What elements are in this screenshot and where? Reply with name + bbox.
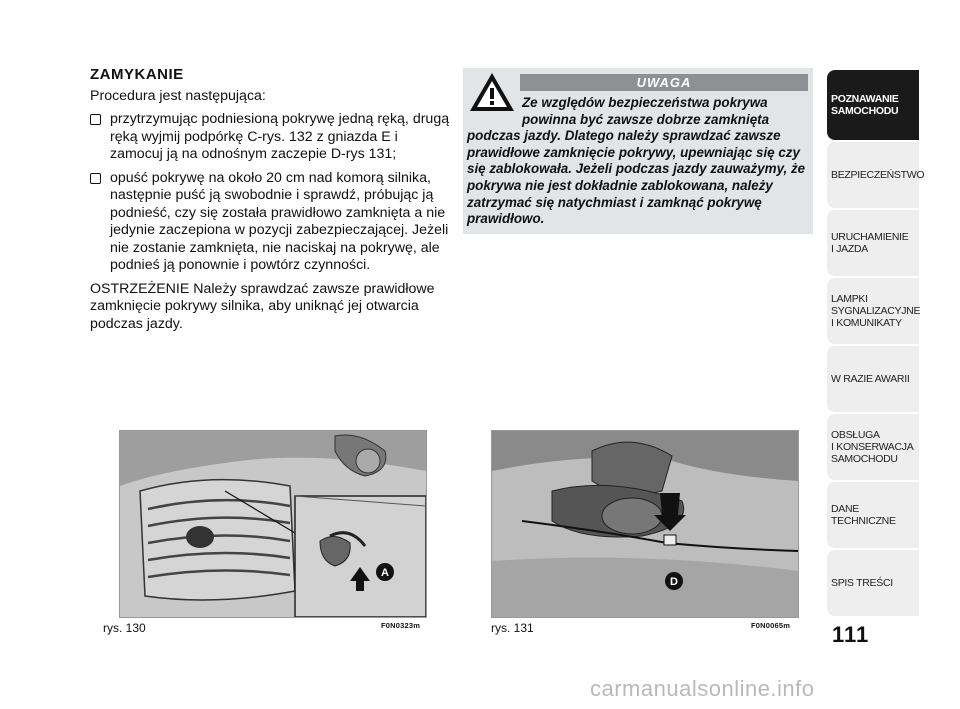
tab-label: POZNAWANIE SAMOCHODU	[831, 93, 899, 117]
tab-bezpieczenstwo[interactable]	[827, 142, 925, 208]
tab-label: URUCHAMIENIE I JAZDA	[831, 231, 909, 255]
tab-obsluga-i-konserwacja[interactable]	[827, 414, 919, 480]
figure-131-caption: rys. 131	[491, 621, 534, 635]
tab-label: SPIS TREŚCI	[831, 577, 893, 589]
warning-text-rest: podczas jazdy. Dlatego należy sprawdzać zawsze prawidłowe zamknięcie pokrywy, upewniając się czy się zablokowała. Jeżeli podczas jazdy zauważymy, że pokrywa nie jest dokładnie zablokowana, należy zatrzymać się natychmiast i zamknąć pokrywę prawidłowo.	[467, 128, 806, 227]
main-text	[90, 66, 450, 339]
callout-a: A	[381, 567, 389, 579]
figure-130-image	[119, 430, 427, 618]
bullet-text: przytrzymując podniesioną pokrywę jedną ręką, drugą ręką wyjmij podpórkę C-rys. 132 z gniazda E i zamocuj ją na odnośnym zaczepie D-rys 131;	[110, 111, 450, 162]
checkbox-bullet-icon	[90, 173, 101, 184]
tab-label: OBSŁUGA I KONSERWACJA SAMOCHODU	[831, 429, 914, 465]
warning-title: UWAGA	[520, 74, 808, 91]
checkbox-bullet-icon	[90, 114, 101, 125]
bullet-item	[90, 170, 450, 275]
tab-label: DANE TECHNICZNE	[831, 503, 896, 527]
figure-130-code: F0N0323m	[381, 621, 421, 630]
figure-130-caption: rys. 130	[103, 621, 146, 635]
tab-dane-techniczne[interactable]	[827, 482, 919, 548]
procedure-intro: Procedura jest następująca:	[90, 87, 266, 104]
tab-spis-tresci[interactable]	[827, 550, 919, 616]
tab-uruchamienie-i-jazda[interactable]	[827, 210, 919, 276]
section-heading: ZAMYKANIE	[90, 66, 184, 83]
bullet-text: opuść pokrywę na około 20 cm nad komorą silnika, następnie puść ją swobodnie i sprawdź, próbując ją podnieść, czy się została prawidłowo zamknięta a nie jedynie zaczepiona w pozycji zabezpieczającej. Jeżeli nie zostanie zamknięta, nie naciskaj na pokrywę, ale podnieś ją ponownie i powtórz czynności.	[110, 169, 449, 273]
figure-131-code: F0N0065m	[751, 621, 791, 630]
tab-w-razie-awarii[interactable]	[827, 346, 919, 412]
callout-d: D	[670, 576, 678, 588]
chapter-tabs	[827, 70, 925, 618]
warning-text-first: Ze względów bezpieczeństwa pokrywa powinna być zawsze dobrze zamknięta	[522, 95, 770, 127]
tab-label: W RAZIE AWARII	[831, 373, 910, 385]
bullet-item	[90, 111, 450, 164]
tab-poznawanie-samochodu[interactable]	[827, 70, 919, 140]
figure-131-image	[491, 430, 799, 618]
page-number: 111	[832, 622, 870, 647]
tab-lampki-sygnalizacyjne[interactable]	[827, 278, 919, 344]
watermark: carmanualsonline.info	[590, 676, 815, 701]
warning-box	[463, 68, 813, 234]
tab-label: LAMPKI SYGNALIZACYJNE I KOMUNIKATY	[831, 293, 921, 329]
warning-text	[467, 95, 809, 228]
tab-label: BEZPIECZEŃSTWO	[831, 169, 925, 181]
warning-note: OSTRZEŻENIE Należy sprawdzać zawsze prawidłowe zamknięcie pokrywy silnika, aby uniknąć jej otwarcia podczas jazdy.	[90, 280, 435, 332]
